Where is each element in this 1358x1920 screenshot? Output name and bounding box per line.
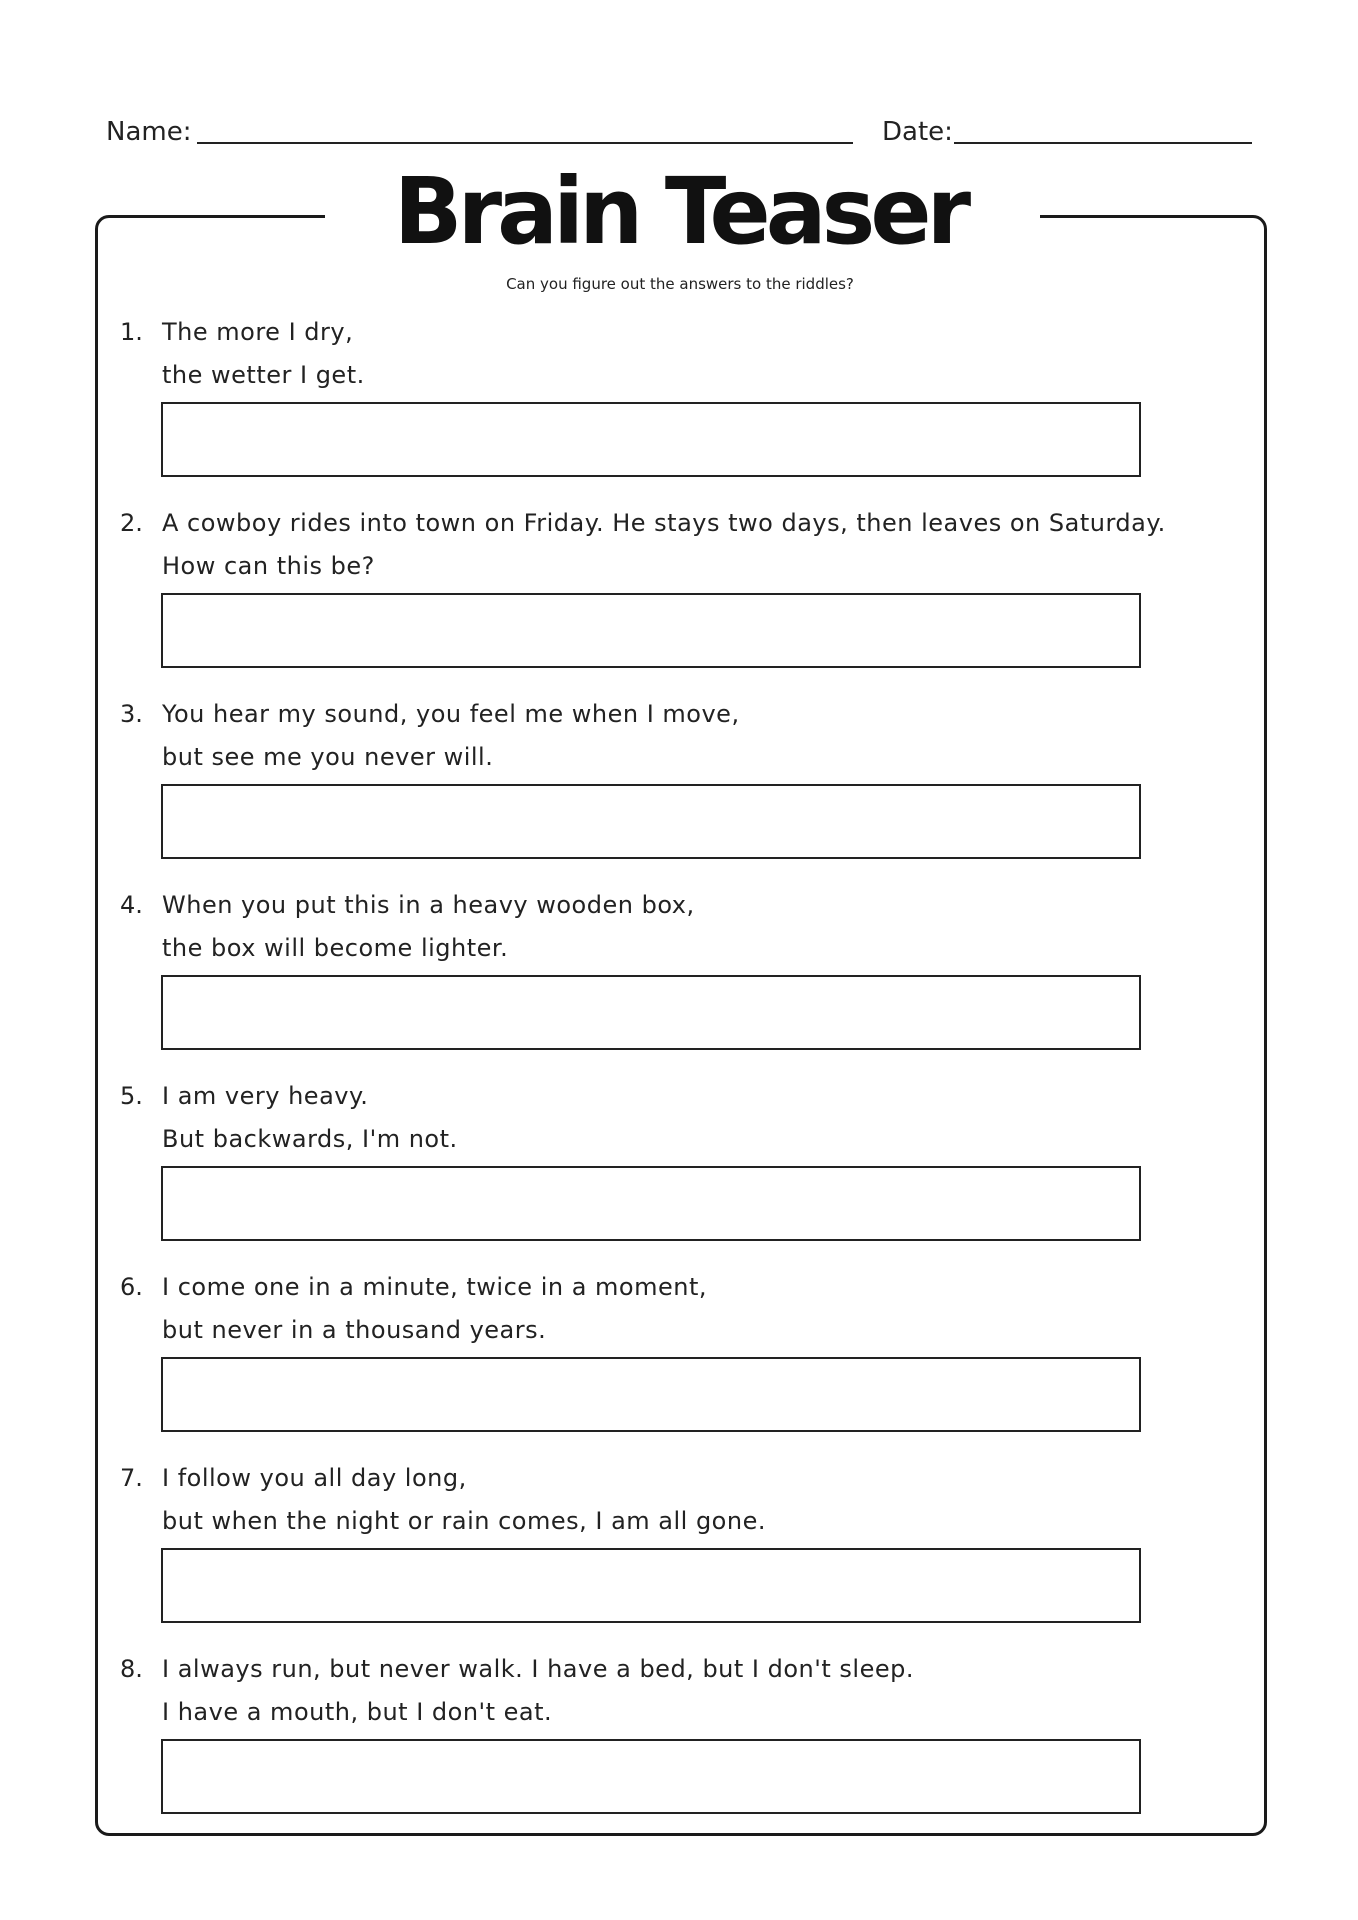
question-number: 1. (120, 318, 143, 346)
question-text-line1: I am very heavy. (162, 1082, 369, 1110)
question-number: 8. (120, 1655, 143, 1683)
question-number: 4. (120, 891, 143, 919)
answer-box[interactable] (161, 1739, 1141, 1814)
answer-box[interactable] (161, 1548, 1141, 1623)
date-label: Date: (882, 117, 953, 147)
answer-box[interactable] (161, 1357, 1141, 1432)
name-label: Name: (106, 117, 192, 147)
question-number: 3. (120, 700, 143, 728)
question-text-line2: How can this be? (162, 552, 375, 580)
question-text-line2: but when the night or rain comes, I am all gone. (162, 1507, 766, 1535)
question-text-line2: the wetter I get. (162, 361, 365, 389)
question-number: 6. (120, 1273, 143, 1301)
page-subtitle: Can you figure out the answers to the riddles? (506, 275, 854, 293)
answer-box[interactable] (161, 1166, 1141, 1241)
header-row (106, 115, 1252, 155)
answer-box[interactable] (161, 593, 1141, 668)
question-number: 5. (120, 1082, 143, 1110)
answer-box[interactable] (161, 402, 1141, 477)
answer-box[interactable] (161, 975, 1141, 1050)
question-text-line2: I have a mouth, but I don't eat. (162, 1698, 553, 1726)
answer-box[interactable] (161, 784, 1141, 859)
question-text-line1: A cowboy rides into town on Friday. He stays two days, then leaves on Saturday. (162, 509, 1166, 537)
question-text-line2: the box will become lighter. (162, 934, 509, 962)
question-text-line1: You hear my sound, you feel me when I move, (162, 700, 740, 728)
question-text-line2: But backwards, I'm not. (162, 1125, 458, 1153)
question-text-line2: but never in a thousand years. (162, 1316, 547, 1344)
name-field[interactable] (197, 142, 853, 144)
question-text-line1: The more I dry, (162, 318, 354, 346)
question-text-line2: but see me you never will. (162, 743, 494, 771)
question-text-line1: I come one in a minute, twice in a moment, (162, 1273, 707, 1301)
date-field[interactable] (954, 142, 1252, 144)
question-text-line1: I always run, but never walk. I have a bed, but I don't sleep. (162, 1655, 914, 1683)
page-title: Brain Teaser (393, 158, 967, 265)
question-number: 2. (120, 509, 143, 537)
question-number: 7. (120, 1464, 143, 1492)
question-text-line1: I follow you all day long, (162, 1464, 467, 1492)
question-text-line1: When you put this in a heavy wooden box, (162, 891, 695, 919)
